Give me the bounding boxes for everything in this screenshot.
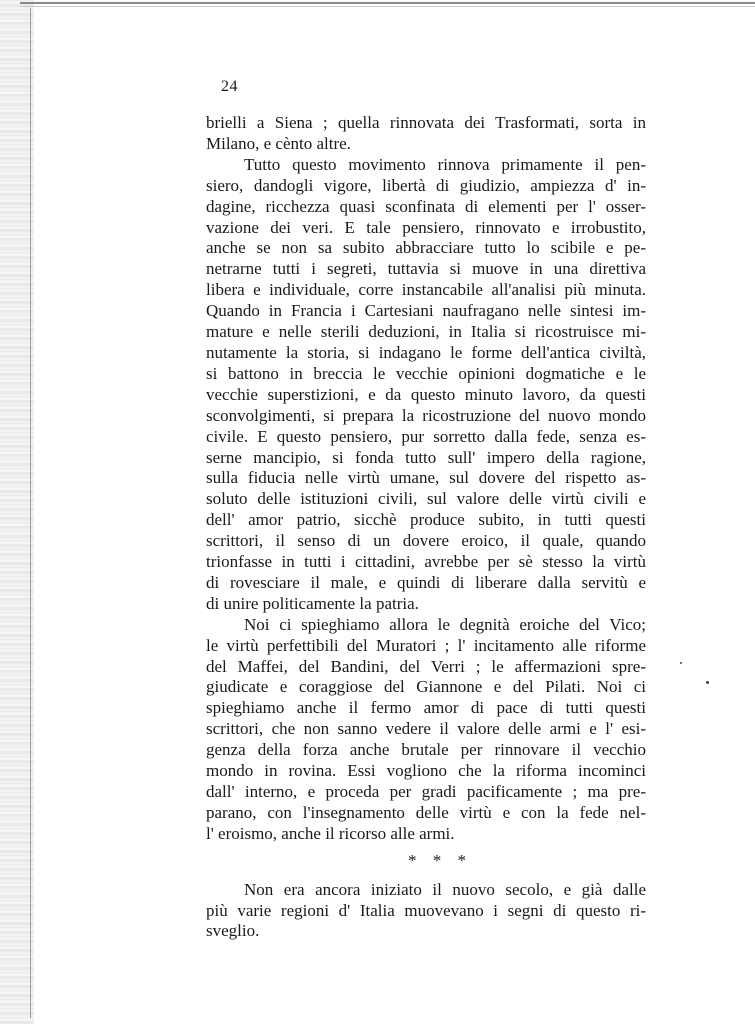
text-line: scrittori, il senso di un dovere eroico, il quale, quando [206,531,646,551]
text-line: nutamente la storia, si indagano le forme dell'antica civiltà, [206,342,646,362]
text-line: parano, con l'insegnamento delle virtù e con la fede nel- [206,802,646,822]
page-number: 24 [221,78,238,95]
text-line: libera e individuale, corre instancabile all'analisi più minuta. [206,280,646,300]
text-line: Non era ancora iniziato il nuovo secolo, e già dalle [244,879,646,899]
text-line: soluto delle istituzioni civili, sul valore delle virtù civili e [206,489,646,509]
body-text [206,113,646,942]
text-line: brielli a Siena ; quella rinnovata dei Trasformati, sorta in [206,113,646,132]
scan-edge-line [30,8,31,1018]
text-line: serne mancipio, si fonda tutto sull' impero della ragione, [206,447,646,467]
text-line: vazione dei veri. E tale pensiero, rinnovato e irrobustito, [206,217,646,237]
text-line: di unire politicamente la patria. [206,593,419,613]
text-line: trionfasse in tutti i cittadini, avrebbe per sè stesso la virtù [206,552,646,572]
text-line: siero, dandogli vigore, libertà di giudizio, ampiezza d' in- [206,175,646,195]
text-line: Tutto questo movimento rinnova primamente il pen- [244,154,646,174]
text-line: l' eroismo, anche il ricorso alle armi. [206,823,455,843]
text-line: dagine, ricchezza quasi sconfinata di elementi per l' osser- [206,196,646,216]
scan-speck [680,662,682,664]
text-line: sulla fiducia nelle virtù umane, sul dovere del rispetto as- [206,468,646,488]
text-line: sveglio. [206,921,260,941]
text-line: giudicate e coraggiose del Giannone e del Pilati. Noi ci [206,677,646,697]
section-separator: * * * [408,850,472,870]
text-line: dell' amor patrio, sicchè produce subito, in tutti questi [206,510,646,530]
scan-edge-left [0,0,34,1024]
scan-speck [706,681,709,684]
text-line: vecchie superstizioni, e da questo minuto lavoro, da questi [206,384,646,404]
text-line: scrittori, che non sanno vedere il valore delle armi e l' esi- [206,719,646,739]
text-line: Milano, e cènto altre. [206,133,351,153]
text-line: dall' interno, e proceda per gradi pacificamente ; ma pre- [206,782,646,801]
text-line: Quando in Francia i Cartesiani naufragano nelle sintesi im- [206,301,646,321]
text-line: genza della forza anche brutale per rinnovare il vecchio [206,740,646,760]
scan-edge-top-shadow [20,6,755,7]
text-line: mature e nelle sterili deduzioni, in Italia si ricostruisce mi- [206,322,646,342]
text-line: si battono in breccia le vecchie opinioni dogmatiche e le [206,363,646,383]
text-line: le virtù perfettibili del Muratori ; l' incitamento alle riforme [206,635,646,655]
text-line: Noi ci spieghiamo allora le degnità eroiche del Vico; [244,614,646,634]
text-line: più varie regioni d' Italia muovevano i segni di questo ri- [206,900,646,920]
text-line: civile. E questo pensiero, pur sorretto dalla fede, senza es- [206,426,646,446]
closing-paragraph [206,880,646,943]
text-line: del Maffei, del Bandini, del Verri ; le affermazioni spre- [206,656,646,676]
text-line: sconvolgimenti, si prepara la ricostruzione del nuovo mondo [206,405,646,425]
text-line: anche se non sa subito abbracciare tutto lo scibile e pe- [206,238,646,258]
text-line: spieghiamo anche il fermo amor di pace di tutti questi [206,698,646,718]
text-line: netrarne tutti i segreti, tuttavia si muove in una direttiva [206,259,646,279]
scan-edge-top [20,2,755,4]
text-line: di rovesciare il male, e quindi di liberare dalla servitù e [206,572,646,592]
main-paragraphs [206,113,646,845]
text-line: mondo in rovina. Essi vogliono che la riforma incominci [206,761,646,781]
